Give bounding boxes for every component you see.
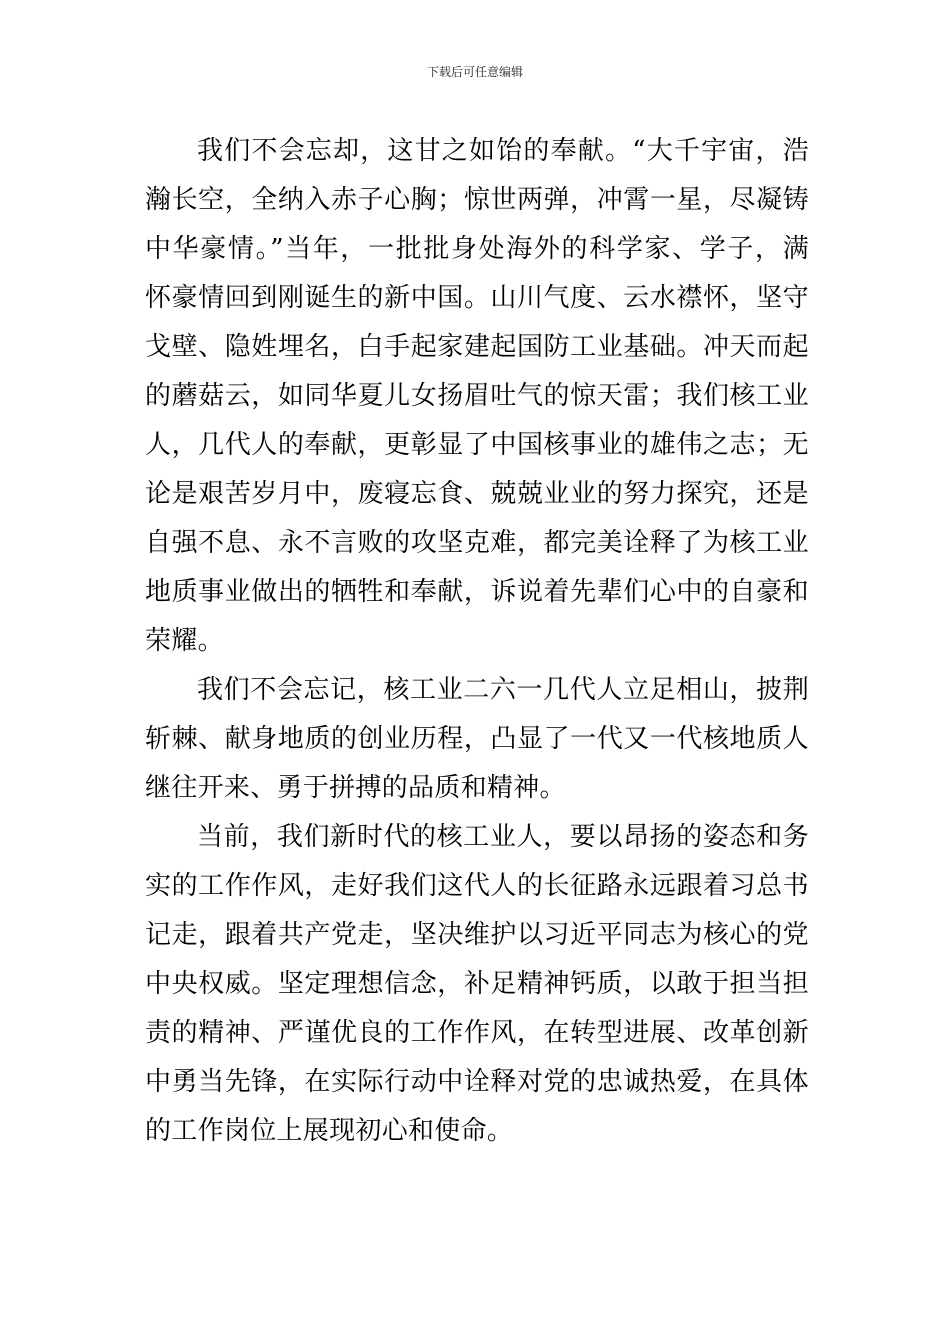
text-line: 中央权威。坚定理想信念，补足精神钙质，以敢于担当担 bbox=[145, 969, 809, 999]
text-line: 中华豪情。”当年，一批批身处海外的科学家、学子，满 bbox=[145, 234, 809, 264]
text-line: 荣耀。 bbox=[145, 626, 224, 656]
text-line: 实的工作作风，走好我们这代人的长征路永远跟着习总书 bbox=[145, 871, 809, 901]
text-line: 责的精神、严谨优良的工作作风，在转型进展、改革创新 bbox=[145, 1018, 809, 1048]
text-line: 地质事业做出的牺牲和奉献，诉说着先辈们心中的自豪和 bbox=[145, 577, 809, 607]
text-line: 斩棘、献身地质的创业历程，凸显了一代又一代核地质人 bbox=[145, 724, 809, 754]
text-line: 我们不会忘记，核工业二六一几代人立足相山，披荆 bbox=[197, 675, 809, 705]
text-line: 记走，跟着共产党走，坚决维护以习近平同志为核心的党 bbox=[145, 920, 809, 950]
text-line: 自强不息、永不言败的攻坚克难，都完美诠释了为核工业 bbox=[145, 528, 809, 558]
text-line: 论是艰苦岁月中，废寝忘食、兢兢业业的努力探究，还是 bbox=[145, 479, 809, 509]
paragraph-3 bbox=[145, 813, 809, 1156]
document-body bbox=[145, 127, 809, 1156]
text-line: 人，几代人的奉献，更彰显了中国核事业的雄伟之志；无 bbox=[145, 430, 809, 460]
text-line: 继往开来、勇于拼搏的品质和精神。 bbox=[145, 773, 566, 803]
paragraph-2 bbox=[145, 666, 809, 813]
page-header-note: 下载后可任意编辑 bbox=[426, 65, 523, 79]
text-line: 我们不会忘却，这甘之如饴的奉献。“大千宇宙，浩 bbox=[197, 136, 809, 166]
text-line: 的工作岗位上展现初心和使命。 bbox=[145, 1116, 514, 1146]
text-line: 的蘑菇云，如同华夏儿女扬眉吐气的惊天雷；我们核工业 bbox=[145, 381, 809, 411]
text-line: 戈壁、隐姓埋名，白手起家建起国防工业基础。冲天而起 bbox=[145, 332, 809, 362]
paragraph-1 bbox=[145, 127, 809, 666]
text-line: 中勇当先锋，在实际行动中诠释对党的忠诚热爱，在具体 bbox=[145, 1067, 809, 1097]
text-line: 瀚长空，全纳入赤子心胸；惊世两弹，冲霄一星，尽凝铸 bbox=[145, 185, 809, 215]
text-line: 当前，我们新时代的核工业人，要以昂扬的姿态和务 bbox=[197, 822, 809, 852]
text-line: 怀豪情回到刚诞生的新中国。山川气度、云水襟怀，坚守 bbox=[145, 283, 809, 313]
